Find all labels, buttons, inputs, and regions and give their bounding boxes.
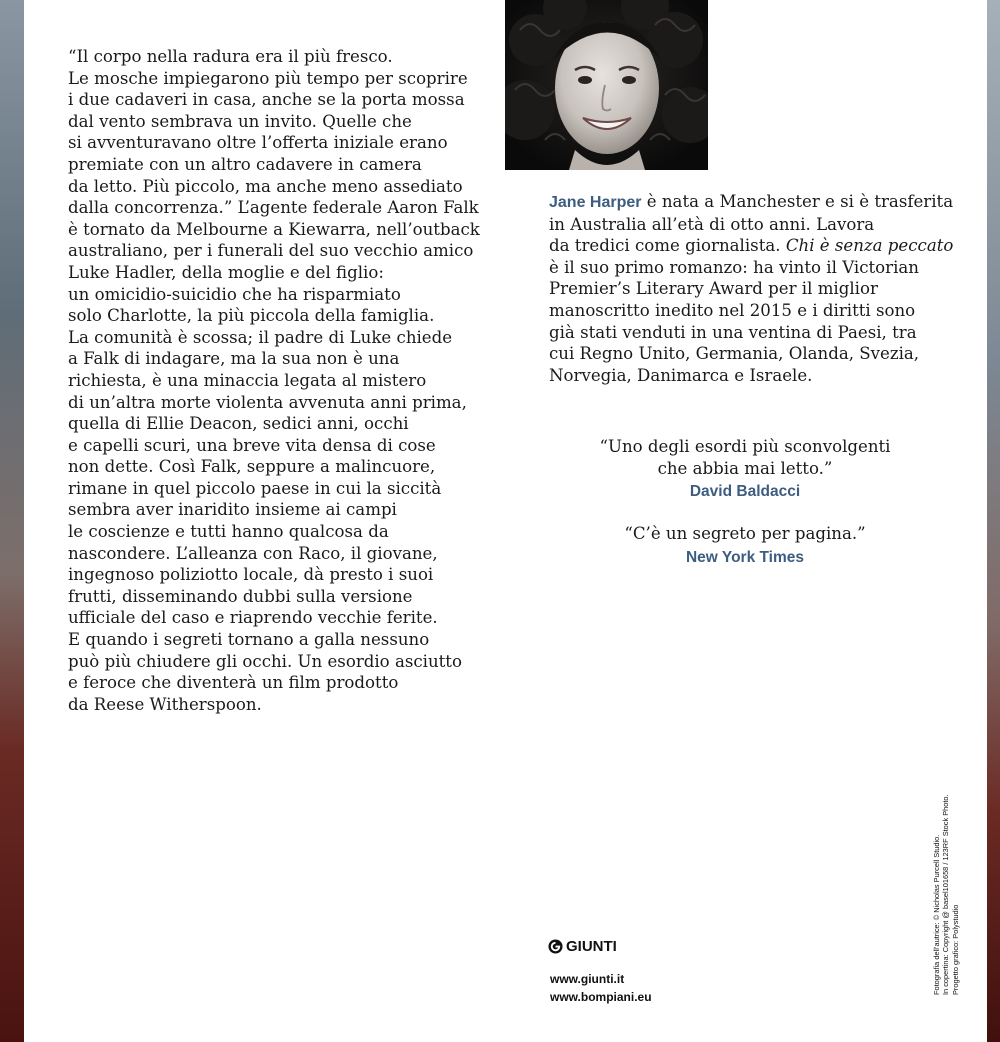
review-quote-baldacci: [520, 436, 970, 503]
blurb-line: frutti, disseminando dubbi sulla versione: [68, 586, 413, 606]
blurb-line: E quando i segreti tornano a galla nessuno: [68, 630, 430, 650]
blurb-line: è tornato da Melbourne a Kiewarra, nell’outback: [68, 219, 480, 239]
blurb-line: La comunità è scossa; il padre di Luke chiede: [68, 327, 453, 347]
blurb-line: australiano, per i funerali del suo vecchio amico: [68, 241, 474, 261]
book-blurb: [68, 46, 480, 715]
blurb-line: un omicidio-suicidio che ha risparmiato: [68, 284, 401, 304]
bio-line: manoscritto inedito nel 2015 e i diritti sono: [549, 300, 916, 320]
blurb-line: ufficiale del caso e riaprendo vecchie ferite.: [68, 608, 438, 628]
bio-line-text: da tredici come giornalista.: [549, 236, 786, 256]
bio-line: Premier’s Literary Award per il miglior: [549, 279, 878, 299]
blurb-line: ingegnoso poliziotto locale, dà presto i suoi: [68, 565, 434, 585]
blurb-line: Luke Hadler, della moglie e del figlio:: [68, 262, 384, 282]
blurb-line: “Il corpo nella radura era il più fresco.: [68, 47, 393, 66]
quote-line: “Uno degli esordi più sconvolgenti: [599, 437, 891, 456]
quote-source: David Baldacci: [689, 483, 801, 501]
blurb-line: premiate con un altro cadavere in camera: [68, 154, 422, 174]
author-portrait-illustration: [505, 0, 708, 170]
quote-source: New York Times: [685, 548, 805, 566]
blurb-line: si avventuravano oltre l’offerta iniziale erano: [68, 133, 448, 153]
author-name: Jane Harper: [549, 194, 642, 211]
blurb-line: nascondere. L’alleanza con Raco, il giovane,: [68, 543, 438, 563]
bio-line: già stati venduti in una ventina di Paesi, tra: [549, 322, 917, 342]
blurb-line: richiesta, è una minaccia legata al mistero: [68, 370, 427, 390]
cover-edge-left: [0, 0, 24, 1042]
publisher-logo: [548, 938, 617, 955]
credit-line: Fotografia dell’autrice: © Nicholas Purcell Studio.: [932, 834, 941, 995]
blurb-line: di un’altra morte violenta avvenuta anni prima,: [68, 392, 467, 412]
cover-edge-right: [987, 0, 1000, 1042]
blurb-line: non dette. Così Falk, seppure a malincuore,: [68, 457, 436, 477]
book-title: Chi è senza peccato: [785, 236, 954, 256]
blurb-line: può più chiudere gli occhi. Un esordio asciutto: [68, 651, 462, 671]
website-link-bompiani[interactable]: www.bompiani.eu: [550, 990, 652, 1004]
blurb-line: a Falk di indagare, ma la sua non è una: [68, 349, 400, 369]
bio-line-first: [549, 191, 969, 214]
quote-line: che abbia mai letto.”: [657, 458, 833, 478]
credit-line: Progetto grafico: Polystudio: [950, 904, 960, 995]
bio-line: cui Regno Unito, Germania, Olanda, Svezia,: [549, 344, 920, 364]
blurb-line: da letto. Più piccolo, ma anche meno assediato: [68, 176, 463, 196]
quote-line: “C’è un segreto per pagina.”: [624, 524, 866, 543]
giunti-g-icon: [548, 939, 563, 954]
bio-line-with-title: [549, 235, 969, 257]
blurb-line: Le mosche impiegarono più tempo per scoprire: [68, 68, 468, 88]
bio-line: Norvegia, Danimarca e Israele.: [549, 365, 813, 385]
author-photo: [505, 0, 708, 170]
blurb-line: sembra aver inaridito insieme ai campi: [68, 500, 397, 520]
review-quote-nyt: [520, 523, 970, 568]
blurb-line: i due cadaveri in casa, anche se la porta mossa: [68, 90, 465, 110]
blurb-line: rimane in quel piccolo paese in cui la siccità: [68, 478, 442, 498]
blurb-line: quella di Ellie Deacon, sedici anni, occhi: [68, 414, 409, 434]
blurb-line: da Reese Witherspoon.: [68, 694, 262, 714]
author-bio: [549, 191, 969, 386]
credit-line: In copertina: Copyright @ basel101658 / 123RF Stock Photo.: [941, 794, 951, 995]
blurb-line: dalla concorrenza.” L’agente federale Aaron Falk: [68, 198, 479, 218]
blurb-line: e capelli scuri, una breve vita densa di cose: [68, 435, 436, 455]
blurb-line: dal vento sembrava un invito. Quelle che: [68, 111, 412, 131]
blurb-line: le coscienze e tutti hanno qualcosa da: [68, 522, 389, 542]
image-credits: [932, 785, 960, 995]
bio-line: in Australia all’età di otto anni. Lavora: [549, 214, 875, 234]
publisher-logo-text: GIUNTI: [566, 938, 617, 955]
website-link-giunti[interactable]: www.giunti.it: [550, 972, 625, 986]
bio-line-first-rest: è nata a Manchester e si è trasferita: [641, 192, 954, 211]
bio-line: è il suo primo romanzo: ha vinto il Victorian: [549, 257, 919, 277]
blurb-line: e feroce che diventerà un film prodotto: [68, 673, 399, 693]
blurb-line: solo Charlotte, la più piccola della famiglia.: [68, 306, 435, 326]
